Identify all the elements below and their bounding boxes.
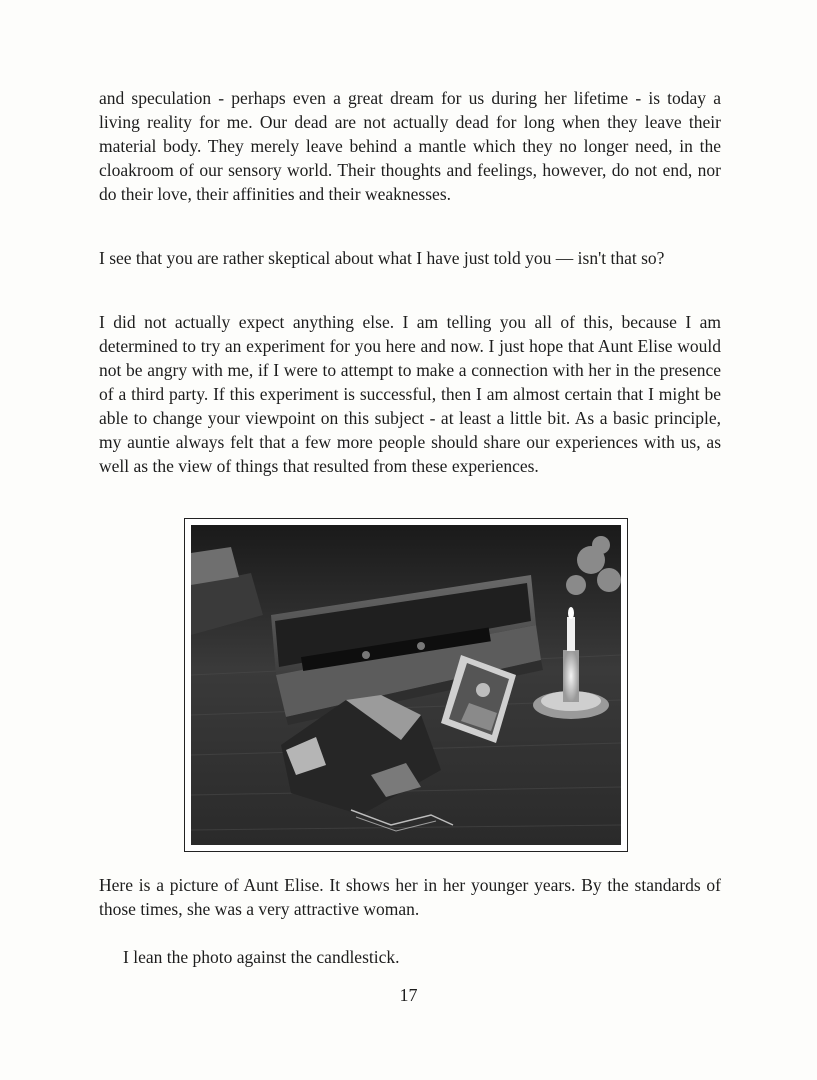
photo-still-life (191, 525, 621, 845)
stage-direction: I lean the photo against the candlestick. (123, 947, 400, 967)
paragraph-3: I did not actually expect anything else. I am telling you all of this, because I am determined to try an experiment for you here and now. I just hope that Aunt Elise would not be angry with me, if I were to attempt to make a connection with her in the presence of a third party. If this experiment is successful, then I am almost certain that I might be able to change your viewpoint on this subject - at least a little bit. As a basic principle, my auntie always felt that a few more people should share our experiences with us, as well as the view of things that resulted from these experiences. (99, 312, 721, 476)
photo-frame (184, 518, 628, 852)
paragraph-1: and speculation - perhaps even a great dream for us during her lifetime - is today a living reality for me. Our dead are not actually dead for long when they leave their material body. They merely leave behind a mantle which they no longer need, in the cloakroom of our sensory world. Their thoughts and feelings, however, do not end, nor do their love, their affinities and their weaknesses. (99, 88, 721, 204)
page-number: 17 (399, 985, 418, 1005)
photo-caption: Here is a picture of Aunt Elise. It shows her in her younger years. By the standards of those times, she was a very attractive woman. (99, 875, 721, 919)
paragraph-2: I see that you are rather skeptical about what I have just told you — isn't that so? (99, 248, 665, 268)
